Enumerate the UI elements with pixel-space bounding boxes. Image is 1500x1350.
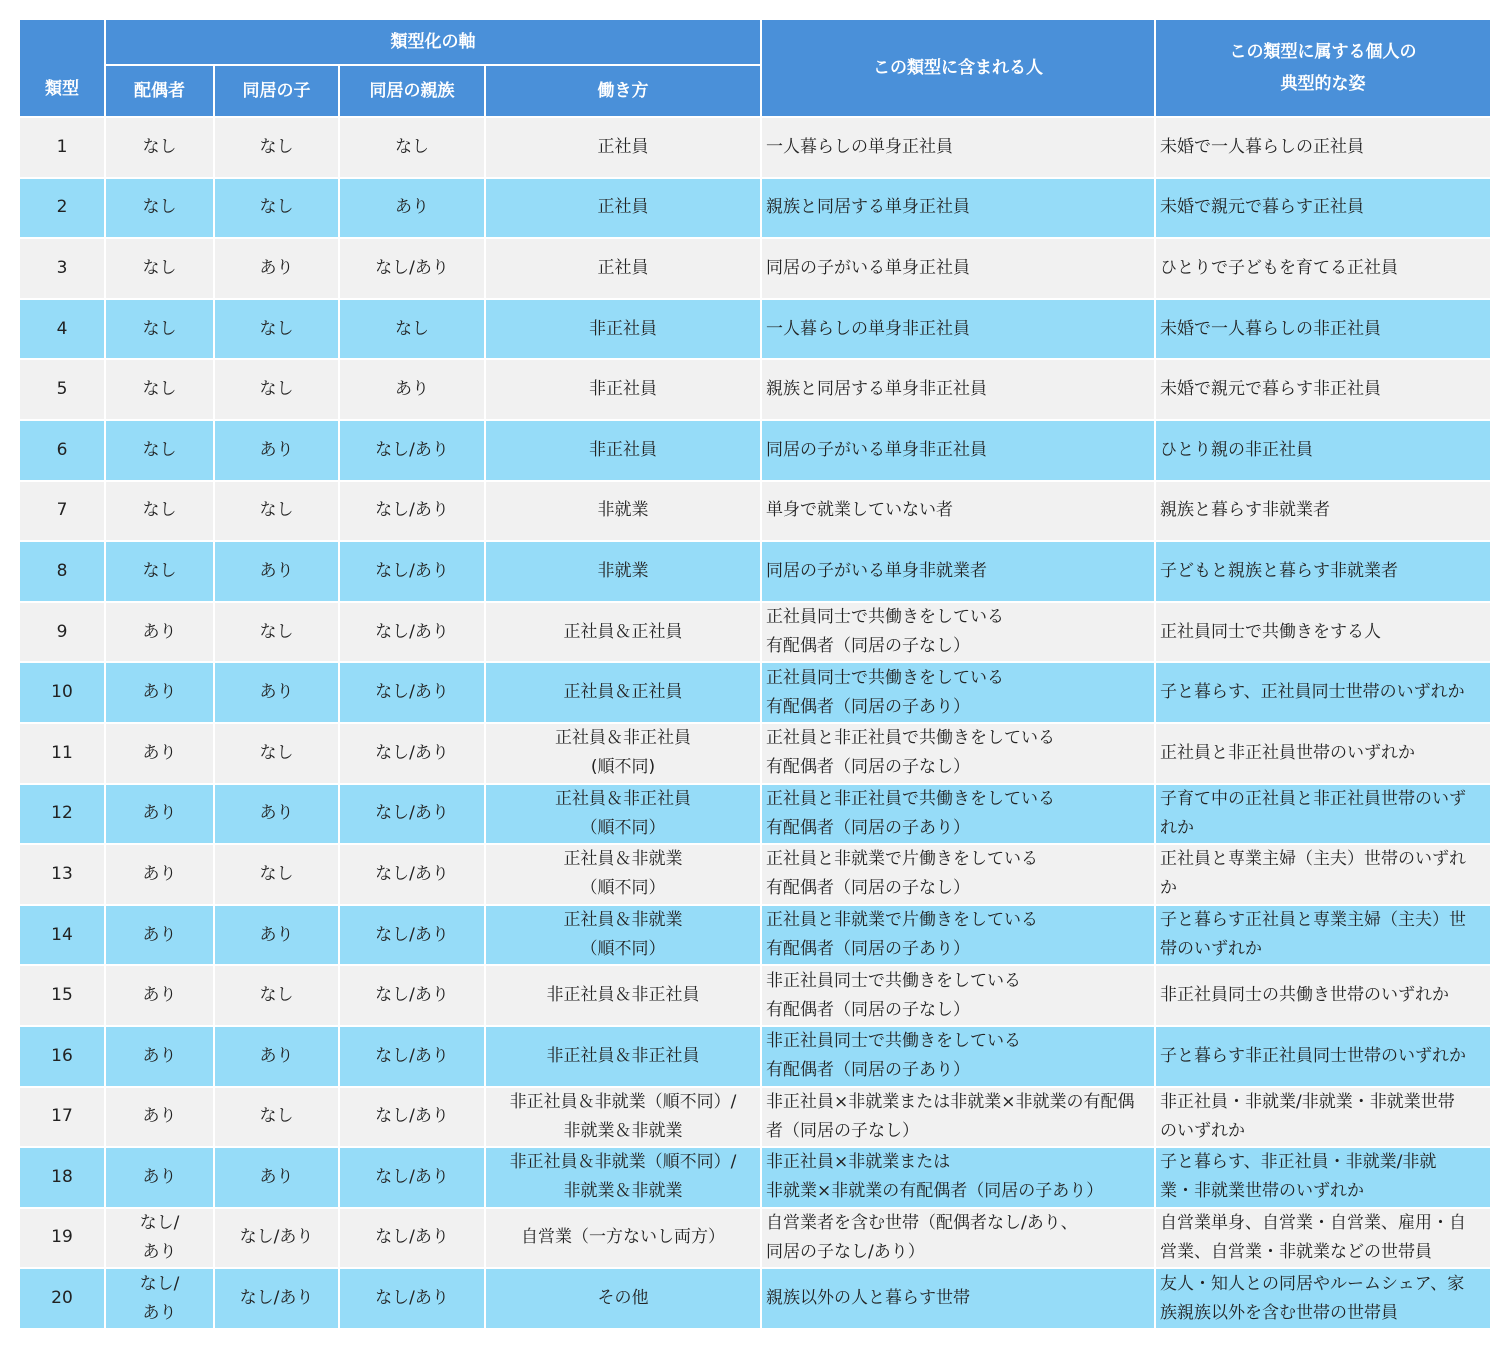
cell-included [761, 1087, 1155, 1148]
cell-included-line: 正社員同士で共働きをしている [766, 667, 1004, 688]
cell-typical-line: 子育て中の正社員と非正社員世帯のいず [1160, 788, 1466, 809]
cell-included [761, 602, 1155, 663]
cell-child: あり [214, 905, 339, 966]
cell-included-line: 正社員と非就業で片働きをしている [766, 849, 1038, 870]
header-child: 同居の子 [214, 65, 339, 117]
cell-work [485, 905, 761, 966]
cell-work-line: 正社員＆正社員 [563, 621, 683, 642]
cell-type: 12 [19, 784, 105, 845]
cell-included-line: 同居の子なし/あり） [766, 1241, 925, 1262]
cell-typical [1155, 1026, 1491, 1087]
cell-relatives: なし/あり [339, 1147, 485, 1208]
cell-typical-line: 友人・知人との同居やルームシェア、家 [1160, 1273, 1465, 1294]
cell-included-line: 者（同居の子なし） [766, 1120, 919, 1141]
cell-type: 20 [19, 1268, 105, 1329]
cell-included-line: 有配偶者（同居の子なし） [766, 757, 970, 778]
cell-work-line: 非正社員＆非正社員 [546, 1045, 700, 1066]
cell-relatives: なし/あり [339, 723, 485, 784]
cell-included [761, 299, 1155, 360]
cell-typical-line: 正社員と専業主婦（主夫）世帯のいずれ [1160, 849, 1466, 870]
table-row [19, 1026, 1491, 1087]
cell-spouse [105, 723, 214, 784]
cell-typical-line: れか [1160, 817, 1194, 838]
cell-typical [1155, 723, 1491, 784]
table-row [19, 784, 1491, 845]
cell-work [485, 1208, 761, 1269]
header-typical [1155, 19, 1491, 117]
cell-relatives: なし/あり [339, 1208, 485, 1269]
cell-typical-line: 業・非就業世帯のいずれか [1160, 1181, 1364, 1202]
cell-work-line: 非正社員 [589, 439, 657, 460]
cell-type: 6 [19, 420, 105, 481]
cell-typical [1155, 662, 1491, 723]
cell-typical-line: 親族と暮らす非就業者 [1160, 500, 1330, 521]
cell-relatives: あり [339, 178, 485, 239]
cell-work-line: 非正社員＆非正社員 [546, 985, 700, 1006]
cell-typical [1155, 420, 1491, 481]
cell-typical-line: 子と暮らす正社員と専業主婦（主夫）世 [1160, 910, 1466, 931]
cell-typical [1155, 784, 1491, 845]
cell-typical-line: 帯のいずれか [1160, 939, 1262, 960]
cell-type: 3 [19, 238, 105, 299]
cell-included [761, 359, 1155, 420]
cell-relatives: なし/あり [339, 481, 485, 542]
cell-child: なし/あり [214, 1268, 339, 1329]
cell-included-line: 正社員同士で共働きをしている [766, 607, 1004, 628]
table-row [19, 1147, 1491, 1208]
cell-relatives: なし/あり [339, 662, 485, 723]
cell-type: 19 [19, 1208, 105, 1269]
cell-child: あり [214, 238, 339, 299]
header-type: 類型 [19, 19, 105, 117]
cell-spouse-line: あり [142, 1106, 177, 1127]
cell-work [485, 420, 761, 481]
cell-spouse [105, 299, 214, 360]
cell-typical [1155, 1087, 1491, 1148]
cell-type: 17 [19, 1087, 105, 1148]
cell-spouse [105, 602, 214, 663]
cell-spouse-line: あり [142, 985, 177, 1006]
cell-included-line: 有配偶者（同居の子あり） [766, 817, 970, 838]
cell-work [485, 784, 761, 845]
cell-work-line: 非就業 [597, 500, 649, 521]
cell-child: なし [214, 965, 339, 1026]
cell-work-line: 正社員＆非正社員 [555, 728, 691, 749]
cell-typical-line: 族親族以外を含む世帯の世帯員 [1160, 1302, 1398, 1323]
cell-work [485, 662, 761, 723]
cell-included-line: 非正社員同士で共働きをしている [766, 970, 1021, 991]
cell-typical-line: 子と暮らす非正社員同士世帯のいずれか [1160, 1045, 1466, 1066]
cell-typical-line: 正社員と非正社員世帯のいずれか [1160, 742, 1415, 763]
table-row [19, 905, 1491, 966]
cell-relatives: なし/あり [339, 1087, 485, 1148]
cell-type: 5 [19, 359, 105, 420]
cell-typical-line: 非正社員・非就業/非就業・非就業世帯 [1160, 1091, 1455, 1112]
cell-child: あり [214, 1147, 339, 1208]
cell-included-line: 一人暮らしの単身非正社員 [766, 318, 970, 339]
cell-typical [1155, 359, 1491, 420]
cell-work [485, 299, 761, 360]
cell-spouse [105, 117, 214, 178]
header-typical-line-1: この類型に属する個人の [1229, 42, 1417, 62]
header-axis-group: 類型化の軸 [105, 19, 761, 65]
cell-child: あり [214, 1026, 339, 1087]
cell-relatives: なし/あり [339, 905, 485, 966]
cell-relatives: なし/あり [339, 420, 485, 481]
cell-work [485, 541, 761, 602]
cell-included-line: 有配偶者（同居の子なし） [766, 999, 970, 1020]
cell-spouse-line: あり [142, 621, 177, 642]
cell-included [761, 784, 1155, 845]
cell-included [761, 844, 1155, 905]
cell-work [485, 965, 761, 1026]
table-row [19, 1208, 1491, 1269]
cell-spouse [105, 541, 214, 602]
cell-child: あり [214, 662, 339, 723]
cell-child: なし [214, 602, 339, 663]
cell-included [761, 662, 1155, 723]
cell-included [761, 420, 1155, 481]
cell-relatives: なし/あり [339, 1268, 485, 1329]
table-body [19, 117, 1491, 1329]
typology-table [18, 18, 1492, 1330]
cell-spouse-line: なし [142, 560, 177, 581]
cell-work-line: 非正社員 [589, 318, 657, 339]
cell-included [761, 965, 1155, 1026]
cell-spouse [105, 844, 214, 905]
cell-typical-line: ひとりで子どもを育てる正社員 [1160, 257, 1398, 278]
cell-type: 18 [19, 1147, 105, 1208]
cell-included-line: 単身で就業していない者 [766, 500, 953, 521]
cell-included [761, 1147, 1155, 1208]
cell-included-line: 非正社員同士で共働きをしている [766, 1031, 1021, 1052]
cell-spouse-line: あり [142, 742, 177, 763]
cell-included [761, 1026, 1155, 1087]
table-row [19, 420, 1491, 481]
header-spouse: 配偶者 [105, 65, 214, 117]
cell-included-line: 親族と同居する単身正社員 [766, 197, 970, 218]
cell-type: 16 [19, 1026, 105, 1087]
cell-child: なし [214, 117, 339, 178]
table-row [19, 602, 1491, 663]
cell-relatives: なし/あり [339, 1026, 485, 1087]
cell-work-line: 正社員＆非正社員 [555, 788, 691, 809]
cell-included-line: 親族と同居する単身非正社員 [766, 379, 987, 400]
cell-relatives: なし/あり [339, 844, 485, 905]
cell-typical-line: 営業、自営業・非就業などの世帯員 [1160, 1241, 1432, 1262]
cell-child: なし [214, 844, 339, 905]
cell-included [761, 238, 1155, 299]
table-row [19, 662, 1491, 723]
cell-child: なし [214, 481, 339, 542]
cell-included [761, 481, 1155, 542]
cell-work [485, 844, 761, 905]
table-container [18, 18, 1492, 1330]
cell-child: なし [214, 1087, 339, 1148]
cell-included-line: 非正社員×非就業または非就業×非就業の有配偶 [766, 1091, 1135, 1112]
cell-spouse-line: あり [142, 1241, 177, 1262]
cell-included [761, 1268, 1155, 1329]
cell-included [761, 1208, 1155, 1269]
cell-spouse-line: なし/ [139, 1273, 180, 1294]
cell-child: あり [214, 420, 339, 481]
cell-typical-line: ひとり親の非正社員 [1160, 439, 1313, 460]
cell-work [485, 602, 761, 663]
cell-spouse-line: なし [142, 500, 177, 521]
cell-work-line: 正社員＆正社員 [563, 682, 683, 703]
cell-work [485, 1087, 761, 1148]
table-row [19, 117, 1491, 178]
table-row [19, 481, 1491, 542]
cell-typical-line: 子と暮らす、正社員同士世帯のいずれか [1160, 682, 1465, 703]
cell-spouse [105, 420, 214, 481]
cell-typical-line: 正社員同士で共働きをする人 [1160, 621, 1381, 642]
cell-typical-line: 子と暮らす、非正社員・非就業/非就 [1160, 1152, 1437, 1173]
cell-spouse [105, 1208, 214, 1269]
cell-included-line: 有配偶者（同居の子あり） [766, 696, 970, 717]
cell-relatives: なし/あり [339, 965, 485, 1026]
header-work: 働き方 [485, 65, 761, 117]
cell-typical [1155, 178, 1491, 239]
cell-included-line: 同居の子がいる単身非就業者 [766, 560, 987, 581]
cell-work-line: 非正社員＆非就業（順不同）/ [509, 1152, 737, 1173]
cell-spouse-line: なし/ [139, 1212, 180, 1233]
cell-typical [1155, 1208, 1491, 1269]
cell-type: 14 [19, 905, 105, 966]
cell-work-line: 正社員 [597, 136, 649, 157]
cell-spouse-line: あり [142, 1045, 177, 1066]
table-row [19, 359, 1491, 420]
cell-spouse [105, 481, 214, 542]
cell-spouse [105, 784, 214, 845]
cell-spouse [105, 662, 214, 723]
cell-spouse-line: なし [142, 318, 177, 339]
cell-included-line: 非正社員×非就業または [766, 1152, 951, 1173]
cell-included-line: 有配偶者（同居の子あり） [766, 1060, 970, 1081]
cell-child: なし [214, 723, 339, 784]
cell-included-line: 正社員と非正社員で共働きをしている [766, 788, 1055, 809]
cell-typical-line: か [1160, 878, 1177, 899]
cell-work-line: 正社員＆非就業 [563, 849, 683, 870]
cell-type: 9 [19, 602, 105, 663]
cell-child: なし [214, 299, 339, 360]
cell-type: 2 [19, 178, 105, 239]
cell-spouse-line: なし [142, 379, 177, 400]
cell-spouse [105, 178, 214, 239]
cell-typical [1155, 299, 1491, 360]
cell-typical [1155, 965, 1491, 1026]
table-row [19, 238, 1491, 299]
cell-type: 1 [19, 117, 105, 178]
cell-spouse-line: あり [142, 682, 177, 703]
cell-typical [1155, 844, 1491, 905]
cell-work-line: (順不同) [590, 757, 656, 778]
cell-spouse [105, 359, 214, 420]
cell-included-line: 親族以外の人と暮らす世帯 [766, 1288, 970, 1309]
cell-child: あり [214, 541, 339, 602]
table-row [19, 844, 1491, 905]
table-row [19, 1268, 1491, 1329]
table-row [19, 1087, 1491, 1148]
cell-work-line: 自営業（一方ないし両方） [521, 1227, 725, 1248]
table-row [19, 965, 1491, 1026]
cell-relatives: なし/あり [339, 602, 485, 663]
cell-work [485, 1026, 761, 1087]
cell-type: 15 [19, 965, 105, 1026]
table-row [19, 541, 1491, 602]
cell-spouse [105, 905, 214, 966]
cell-typical-line: 非正社員同士の共働き世帯のいずれか [1160, 985, 1449, 1006]
cell-spouse-line: あり [142, 924, 177, 945]
cell-typical [1155, 602, 1491, 663]
cell-relatives: なし [339, 117, 485, 178]
cell-included-line: 一人暮らしの単身正社員 [766, 136, 953, 157]
table-row [19, 178, 1491, 239]
cell-typical [1155, 481, 1491, 542]
cell-relatives: なし [339, 299, 485, 360]
cell-work-line: （順不同） [580, 817, 666, 838]
cell-spouse [105, 1026, 214, 1087]
cell-spouse-line: あり [142, 1166, 177, 1187]
cell-spouse-line: なし [142, 136, 177, 157]
cell-spouse-line: あり [142, 863, 177, 884]
cell-included [761, 905, 1155, 966]
cell-relatives: あり [339, 359, 485, 420]
cell-type: 8 [19, 541, 105, 602]
cell-work-line: （順不同） [580, 939, 666, 960]
cell-typical [1155, 541, 1491, 602]
cell-relatives: なし/あり [339, 541, 485, 602]
cell-included-line: 有配偶者（同居の子なし） [766, 636, 970, 657]
cell-included-line: 有配偶者（同居の子なし） [766, 878, 970, 899]
cell-spouse [105, 1087, 214, 1148]
cell-relatives: なし/あり [339, 238, 485, 299]
cell-included [761, 723, 1155, 784]
cell-typical [1155, 905, 1491, 966]
table-row [19, 299, 1491, 360]
cell-typical [1155, 117, 1491, 178]
cell-work [485, 359, 761, 420]
cell-work-line: その他 [597, 1288, 649, 1309]
cell-typical [1155, 1268, 1491, 1329]
cell-typical [1155, 238, 1491, 299]
cell-typical [1155, 1147, 1491, 1208]
cell-included-line: 同居の子がいる単身非正社員 [766, 439, 987, 460]
cell-spouse-line: なし [142, 439, 177, 460]
cell-child: なし/あり [214, 1208, 339, 1269]
cell-typical-line: 未婚で親元で暮らす正社員 [1160, 197, 1364, 218]
cell-spouse [105, 965, 214, 1026]
cell-typical-line: 未婚で親元で暮らす非正社員 [1160, 379, 1381, 400]
cell-relatives: なし/あり [339, 784, 485, 845]
cell-typical-line: 未婚で一人暮らしの非正社員 [1160, 318, 1381, 339]
cell-included-line: 同居の子がいる単身正社員 [766, 257, 970, 278]
cell-work [485, 178, 761, 239]
cell-included [761, 178, 1155, 239]
header-included: この類型に含まれる人 [761, 19, 1155, 117]
header-relatives: 同居の親族 [339, 65, 485, 117]
cell-work-line: 正社員 [597, 257, 649, 278]
cell-work-line: 正社員＆非就業 [563, 910, 683, 931]
cell-work [485, 1268, 761, 1329]
cell-work-line: 非就業＆非就業 [563, 1181, 683, 1202]
cell-included-line: 有配偶者（同居の子あり） [766, 939, 970, 960]
cell-type: 10 [19, 662, 105, 723]
cell-spouse [105, 1268, 214, 1329]
cell-work-line: 非就業 [597, 560, 649, 581]
cell-typical-line: 子どもと親族と暮らす非就業者 [1160, 560, 1398, 581]
cell-spouse-line: なし [142, 197, 177, 218]
cell-work-line: 正社員 [597, 197, 649, 218]
cell-work-line: 非正社員 [589, 379, 657, 400]
header-typical-line-2: 典型的な姿 [1280, 74, 1366, 94]
cell-child: なし [214, 359, 339, 420]
cell-work [485, 1147, 761, 1208]
cell-typical-line: 自営業単身、自営業・自営業、雇用・自 [1160, 1212, 1466, 1233]
cell-type: 4 [19, 299, 105, 360]
cell-work-line: （順不同） [580, 878, 666, 899]
cell-spouse [105, 238, 214, 299]
cell-spouse-line: あり [142, 1302, 177, 1323]
cell-included-line: 自営業者を含む世帯（配偶者なし/あり、 [766, 1212, 1078, 1233]
cell-work [485, 238, 761, 299]
cell-work-line: 非正社員＆非就業（順不同）/ [509, 1091, 737, 1112]
cell-included [761, 117, 1155, 178]
cell-spouse-line: なし [142, 257, 177, 278]
cell-child: あり [214, 784, 339, 845]
cell-type: 11 [19, 723, 105, 784]
cell-typical-line: 未婚で一人暮らしの正社員 [1160, 136, 1364, 157]
cell-child: なし [214, 178, 339, 239]
cell-typical-line: のいずれか [1160, 1120, 1245, 1141]
cell-work [485, 723, 761, 784]
cell-type: 7 [19, 481, 105, 542]
cell-work [485, 117, 761, 178]
cell-included-line: 正社員と非就業で片働きをしている [766, 910, 1038, 931]
cell-included [761, 541, 1155, 602]
cell-work-line: 非就業＆非就業 [563, 1120, 683, 1141]
cell-work [485, 481, 761, 542]
cell-spouse [105, 1147, 214, 1208]
cell-spouse-line: あり [142, 803, 177, 824]
cell-included-line: 非就業×非就業の有配偶者（同居の子あり） [766, 1181, 1104, 1202]
cell-type: 13 [19, 844, 105, 905]
cell-included-line: 正社員と非正社員で共働きをしている [766, 728, 1055, 749]
table-row [19, 723, 1491, 784]
